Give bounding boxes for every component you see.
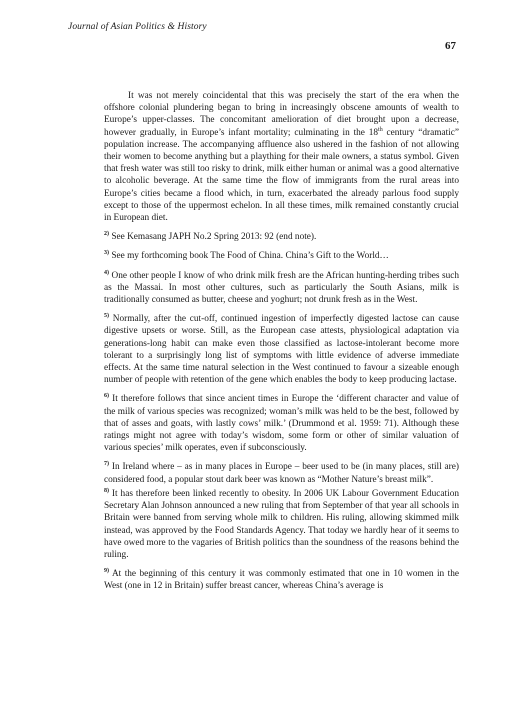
footnote-text: One other people I know of who drink milk fresh are the African hunting-herding tribes such as the Massai. In most other cultures, such as particularly the South Asians, milk is traditionally consumed as butter, cheese and yoghurt; not drunk fresh as in the West. bbox=[104, 270, 459, 306]
footnote-9 bbox=[104, 568, 459, 592]
footnote-marker: 9) bbox=[104, 568, 109, 575]
footnote-6 bbox=[104, 393, 459, 454]
footnote-marker: 3) bbox=[104, 250, 109, 257]
footnote-marker: 5) bbox=[104, 313, 109, 320]
footnote-text: Normally, after the cut-off, continued ingestion of imperfectly digested lactose can cause digestive upsets or worse. Still, as the European case attests, physiological adaptation via generations-long habit can make even those classified as lactose-intolerant become more tolerant to a surprisingly long list of symptoms with little evidence of adverse immediate effects. At the same time natural selection in the West continued to favour a sizeable enough number of people with retention of the gene which enables the body to keep producing lactase. bbox=[104, 314, 459, 386]
page-body bbox=[104, 90, 459, 593]
footnote-text: It therefore follows that since ancient times in Europe the ‘different character and value of the milk of various species was recognized; woman’s milk was held to be the best, followed by that of asses and goats, with lastly cows’ milk.’ (Drummond et al. 1959: 71). Although these ratings might not agree with today’s wisdom, some form or other of similar valuation of various species’ milk operates, even if subconsciously. bbox=[104, 394, 459, 454]
body-text-part-1: It was not merely coincidental that this was precisely the start of the era when the offshore colonial plundering began to bring in increasingly obscene amounts of wealth to Europe’s upper-classes. The concomitant amelioration of diet brought upon a decrease, however gradually, in Europe’s infant mortality; culminating in the 18 bbox=[104, 91, 459, 138]
page-number: 67 bbox=[445, 40, 456, 52]
footnote-5 bbox=[104, 313, 459, 386]
footnote-2 bbox=[104, 231, 459, 243]
footnote-marker: 2) bbox=[104, 231, 109, 238]
footnote-3 bbox=[104, 250, 459, 262]
footnote-marker: 4) bbox=[104, 269, 109, 276]
body-text-part-2: century “dramatic” population increase. The accompanying affluence also ushered in the fashion of not allowing their women to become anything but a plaything for their male owners, a status symbol. Given that fresh water was still too risky to drink, milk either human or animal was a good alternative to alcoholic beverage. At the same time the flow of immigrants from the rural areas into Europe’s cities became a flood which, in turn, exacerbated the already parlous food supply except to those of the uppermost echelon. In all these times, milk remained constantly crucial in European diet. bbox=[104, 127, 459, 224]
footnote-text: In Ireland where – as in many places in Europe – beer used to be (in many places, still are) considered food, a popular stout dark beer was known as “Mother Nature’s breast milk”. bbox=[104, 462, 459, 485]
footnote-text: See Kemasang JAPH No.2 Spring 2013: 92 (end note). bbox=[109, 232, 317, 243]
ordinal-superscript: th bbox=[378, 126, 383, 133]
footnote-8 bbox=[104, 488, 459, 561]
footnote-text: See my forthcoming book The Food of China. China’s Gift to the World… bbox=[109, 251, 389, 262]
footnote-text: At the beginning of this century it was commonly estimated that one in 10 women in the West (one in 12 in Britain) suffer breast cancer, whereas China’s average is bbox=[104, 569, 459, 592]
footnote-text: It has therefore been linked recently to obesity. In 2006 UK Labour Government Education Secretary Alan Johnson announced a new ruling that from September of that year all schools in Britain were banned from serving whole milk to children. His ruling, allowing skimmed milk instead, was approved by the Food Standards Agency. That today we hardly hear of it seems to have owed more to the vagaries of British politics than the soundness of the reasons behind the ruling. bbox=[104, 488, 459, 560]
journal-title: Journal of Asian Politics & History bbox=[68, 22, 207, 32]
footnote-marker: 8) bbox=[104, 487, 109, 494]
footnote-marker: 7) bbox=[104, 461, 109, 468]
footnote-marker: 6) bbox=[104, 393, 109, 400]
footnote-4 bbox=[104, 270, 459, 307]
body-paragraph bbox=[104, 90, 459, 224]
footnote-7 bbox=[104, 461, 459, 485]
